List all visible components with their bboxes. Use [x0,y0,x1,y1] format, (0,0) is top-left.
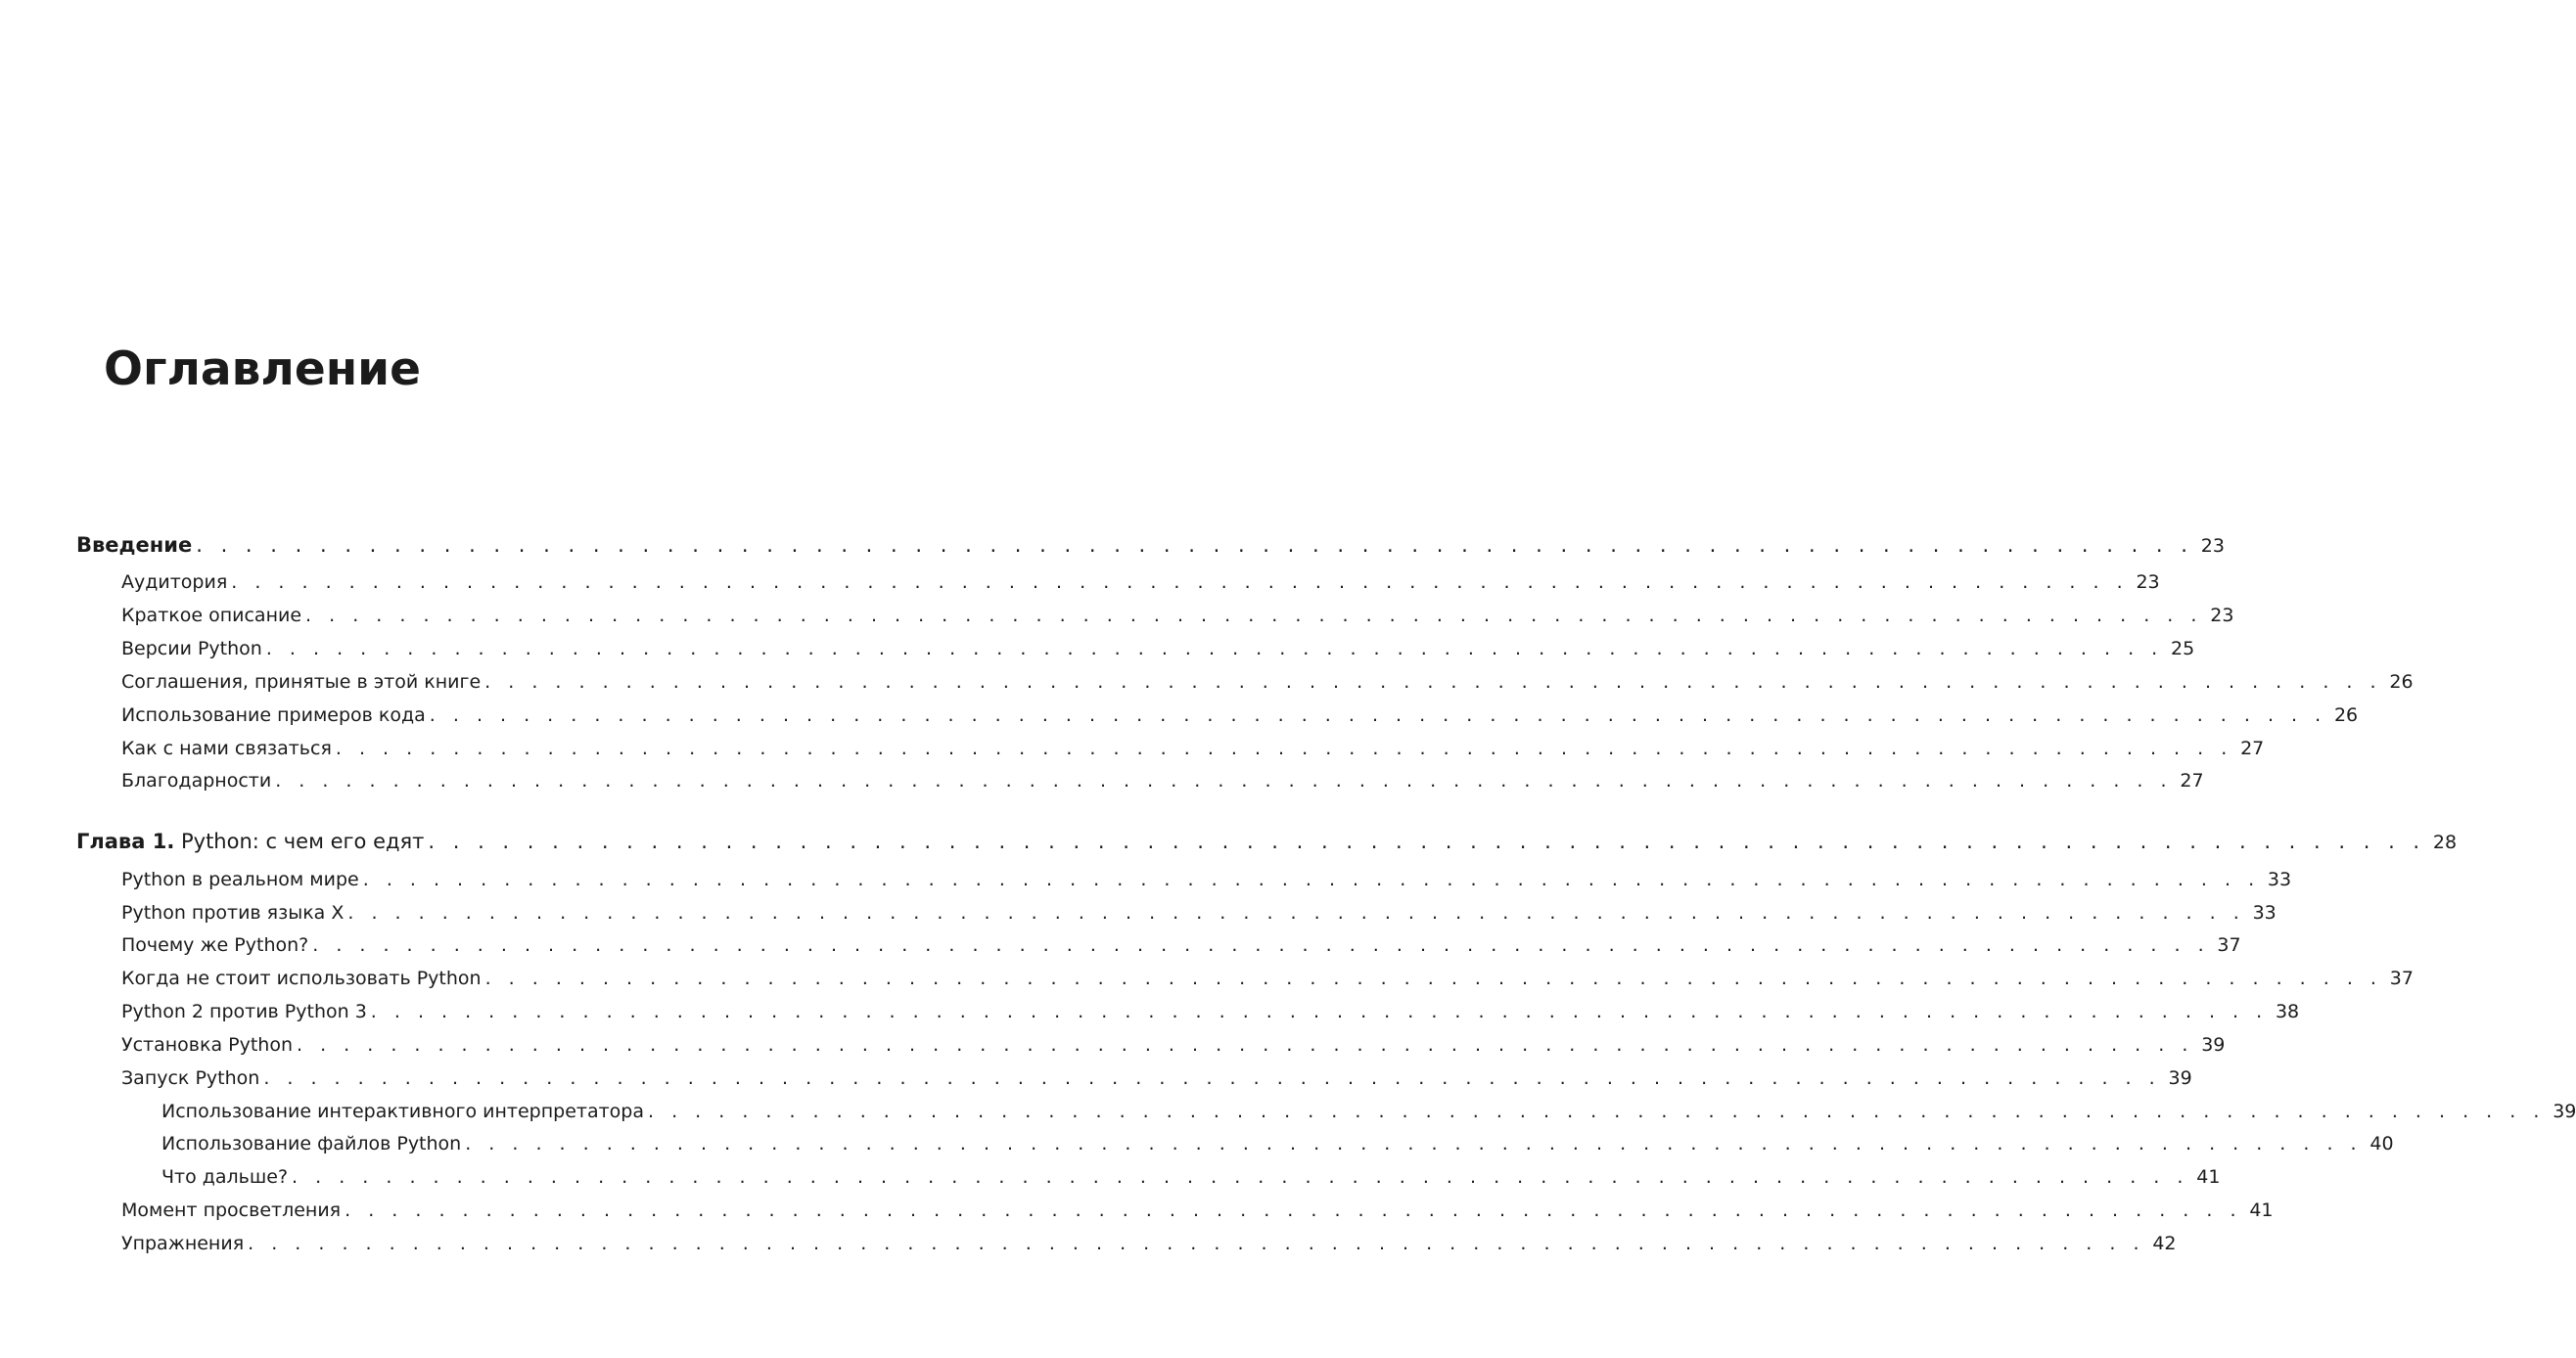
chapter-title: Python: с чем его едят [180,830,425,853]
toc-entry-python-vs-x[interactable] [121,899,2277,927]
toc-entry-acknowledgements[interactable] [121,767,2204,794]
toc-entry-label: Установка Python [121,1034,293,1056]
toc-entry-install-python[interactable] [121,1031,2226,1059]
toc-entry-page: 42 [2152,1233,2177,1254]
toc-entry-page: 39 [2201,1034,2226,1056]
toc-entry-label: Использование интерактивного интерпретатора [161,1101,644,1122]
toc-entry-python-files[interactable] [161,1130,2394,1157]
dot-leader: . . . . . . . . . . . . . . . . . . . . . . . . . . . . . . . . . . . . . . . . . . . . . . . . . . . . . . . . . . . . . . . . . . . . . . . . . . . . . . . . . [484,968,2382,989]
toc-entry-label: Упражнения [121,1233,245,1254]
toc-entry-label: Python против языка X [121,902,345,924]
toc-entry-interactive-interpreter[interactable] [161,1098,2576,1125]
chapter-prefix: Глава 1. [76,830,175,853]
toc-entry-page: 41 [2196,1166,2221,1188]
toc-entry-page: 28 [2432,832,2458,853]
toc-entry-label: Почему же Python? [121,934,309,956]
toc-entry-page: 39 [2553,1101,2576,1122]
toc-entry-label: Как с нами связаться [121,738,332,759]
toc-entry-label: Что дальше? [161,1166,289,1188]
toc-entry-page: 23 [2200,535,2225,557]
dot-leader: . . . . . . . . . . . . . . . . . . . . . . . . . . . . . . . . . . . . . . . . . . . . . . . . . . . . . . . . . . . . . . . . . . . . . . . . . . . . . . . . . [362,869,2261,890]
toc-entry-page: 27 [2180,770,2204,792]
dot-leader: . . . . . . . . . . . . . . . . . . . . . . . . . . . . . . . . . . . . . . . . . . . . . . . . . . . . . . . . . . . . . . . . . . . . . . . . . . . . . . . . . [428,830,2426,853]
dot-leader: . . . . . . . . . . . . . . . . . . . . . . . . . . . . . . . . . . . . . . . . . . . . . . . . . . . . . . . . . . . . . . . . . . . . . . . . . . . . . . . . . [465,1133,2363,1154]
page-title: Оглавление [104,342,421,396]
toc-entry-label: Момент просветления [121,1200,342,1221]
dot-leader: . . . . . . . . . . . . . . . . . . . . . . . . . . . . . . . . . . . . . . . . . . . . . . . . . . . . . . . . . . . . . . . . . . . . . . . . . . . . . . . . . [196,533,2193,557]
dot-leader: . . . . . . . . . . . . . . . . . . . . . . . . . . . . . . . . . . . . . . . . . . . . . . . . . . . . . . . . . . . . . . . . . . . . . . . . . . . . . . . . . [248,1233,2145,1254]
dot-leader: . . . . . . . . . . . . . . . . . . . . . . . . . . . . . . . . . . . . . . . . . . . . . . . . . . . . . . . . . . . . . . . . . . . . . . . . . . . . . . . . . [648,1101,2546,1122]
toc-entry-label: Когда не стоит использовать Python [121,968,482,989]
toc-entry-page: 39 [2168,1067,2192,1089]
toc-entry-label: Использование примеров кода [121,704,426,726]
toc-entry-page: 37 [2389,968,2414,989]
toc-entry-python2-vs-3[interactable] [121,998,2300,1025]
toc-entry-intro[interactable] [76,530,2225,560]
toc-entry-label: Python 2 против Python 3 [121,1001,367,1022]
dot-leader: . . . . . . . . . . . . . . . . . . . . . . . . . . . . . . . . . . . . . . . . . . . . . . . . . . . . . . . . . . . . . . . . . . . . . . . . . . . . . . . . . [347,902,2245,924]
toc-entry-page: 37 [2217,934,2241,956]
toc-entry-label: Благодарности [121,770,272,792]
dot-leader: . . . . . . . . . . . . . . . . . . . . . . . . . . . . . . . . . . . . . . . . . . . . . . . . . . . . . . . . . . . . . . . . . . . . . . . . . . . . . . . . . [345,1200,2242,1221]
toc-entry-label: Краткое описание [121,605,302,626]
toc-entry-conventions[interactable] [121,668,2414,696]
toc-entry-exercises[interactable] [121,1230,2177,1257]
toc-entry-contact[interactable] [121,735,2265,762]
dot-leader: . . . . . . . . . . . . . . . . . . . . . . . . . . . . . . . . . . . . . . . . . . . . . . . . . . . . . . . . . . . . . . . . . . . . . . . . . . . . . . . . . [292,1166,2189,1188]
dot-leader: . . . . . . . . . . . . . . . . . . . . . . . . . . . . . . . . . . . . . . . . . . . . . . . . . . . . . . . . . . . . . . . . . . . . . . . . . . . . . . . . . [429,704,2327,726]
toc-entry-summary[interactable] [121,602,2234,629]
toc-entry-page: 27 [2240,738,2265,759]
toc-entry-whats-next[interactable] [161,1163,2221,1191]
toc-entry-page: 23 [2136,571,2160,593]
toc-entry-run-python[interactable] [121,1064,2192,1092]
toc-entry-page: 26 [2333,704,2359,726]
dot-leader: . . . . . . . . . . . . . . . . . . . . . . . . . . . . . . . . . . . . . . . . . . . . . . . . . . . . . . . . . . . . . . . . . . . . . . . . . . . . . . . . . [312,934,2210,956]
toc-entry-enlightenment[interactable] [121,1197,2274,1224]
toc-entry-auditory[interactable] [121,568,2160,596]
dot-leader: . . . . . . . . . . . . . . . . . . . . . . . . . . . . . . . . . . . . . . . . . . . . . . . . . . . . . . . . . . . . . . . . . . . . . . . . . . . . . . . . . [484,671,2382,693]
dot-leader: . . . . . . . . . . . . . . . . . . . . . . . . . . . . . . . . . . . . . . . . . . . . . . . . . . . . . . . . . . . . . . . . . . . . . . . . . . . . . . . . . [305,605,2203,626]
toc-entry-page: 41 [2249,1200,2274,1221]
toc-entry-label: Введение [76,533,193,557]
dot-leader: . . . . . . . . . . . . . . . . . . . . . . . . . . . . . . . . . . . . . . . . . . . . . . . . . . . . . . . . . . . . . . . . . . . . . . . . . . . . . . . . . [275,770,2173,792]
toc-entry-page: 23 [2210,605,2234,626]
dot-leader: . . . . . . . . . . . . . . . . . . . . . . . . . . . . . . . . . . . . . . . . . . . . . . . . . . . . . . . . . . . . . . . . . . . . . . . . . . . . . . . . . [263,1067,2161,1089]
toc-entry-page: 25 [2171,638,2195,659]
dot-leader: . . . . . . . . . . . . . . . . . . . . . . . . . . . . . . . . . . . . . . . . . . . . . . . . . . . . . . . . . . . . . . . . . . . . . . . . . . . . . . . . . [335,738,2233,759]
dot-leader: . . . . . . . . . . . . . . . . . . . . . . . . . . . . . . . . . . . . . . . . . . . . . . . . . . . . . . . . . . . . . . . . . . . . . . . . . . . . . . . . . [297,1034,2194,1056]
toc-entry-label: Версии Python [121,638,262,659]
toc-entry-page: 26 [2389,671,2414,693]
toc-entry-page: 40 [2369,1133,2394,1154]
toc-entry-code-examples[interactable] [121,702,2359,729]
toc-entry-label [76,827,424,856]
toc-entry-python-real-world[interactable] [121,866,2292,893]
dot-leader: . . . . . . . . . . . . . . . . . . . . . . . . . . . . . . . . . . . . . . . . . . . . . . . . . . . . . . . . . . . . . . . . . . . . . . . . . . . . . . . . . [265,638,2164,659]
toc-entry-label: Запуск Python [121,1067,260,1089]
toc-entry-chapter-1[interactable] [76,827,2458,856]
toc-entry-page: 33 [2252,902,2277,924]
toc-entry-label: Аудитория [121,571,228,593]
dot-leader: . . . . . . . . . . . . . . . . . . . . . . . . . . . . . . . . . . . . . . . . . . . . . . . . . . . . . . . . . . . . . . . . . . . . . . . . . . . . . . . . . [370,1001,2269,1022]
toc-entry-label: Использование файлов Python [161,1133,462,1154]
toc-entry-page: 38 [2275,1001,2300,1022]
toc-entry-label: Соглашения, принятые в этой книге [121,671,482,693]
dot-leader: . . . . . . . . . . . . . . . . . . . . . . . . . . . . . . . . . . . . . . . . . . . . . . . . . . . . . . . . . . . . . . . . . . . . . . . . . . . . . . . . . [231,571,2129,593]
toc-entry-label: Python в реальном мире [121,869,359,890]
toc-entry-python-versions[interactable] [121,635,2195,662]
toc-entry-when-not-python[interactable] [121,965,2414,992]
toc-entry-why-python[interactable] [121,931,2241,959]
toc-entry-page: 33 [2267,869,2292,890]
